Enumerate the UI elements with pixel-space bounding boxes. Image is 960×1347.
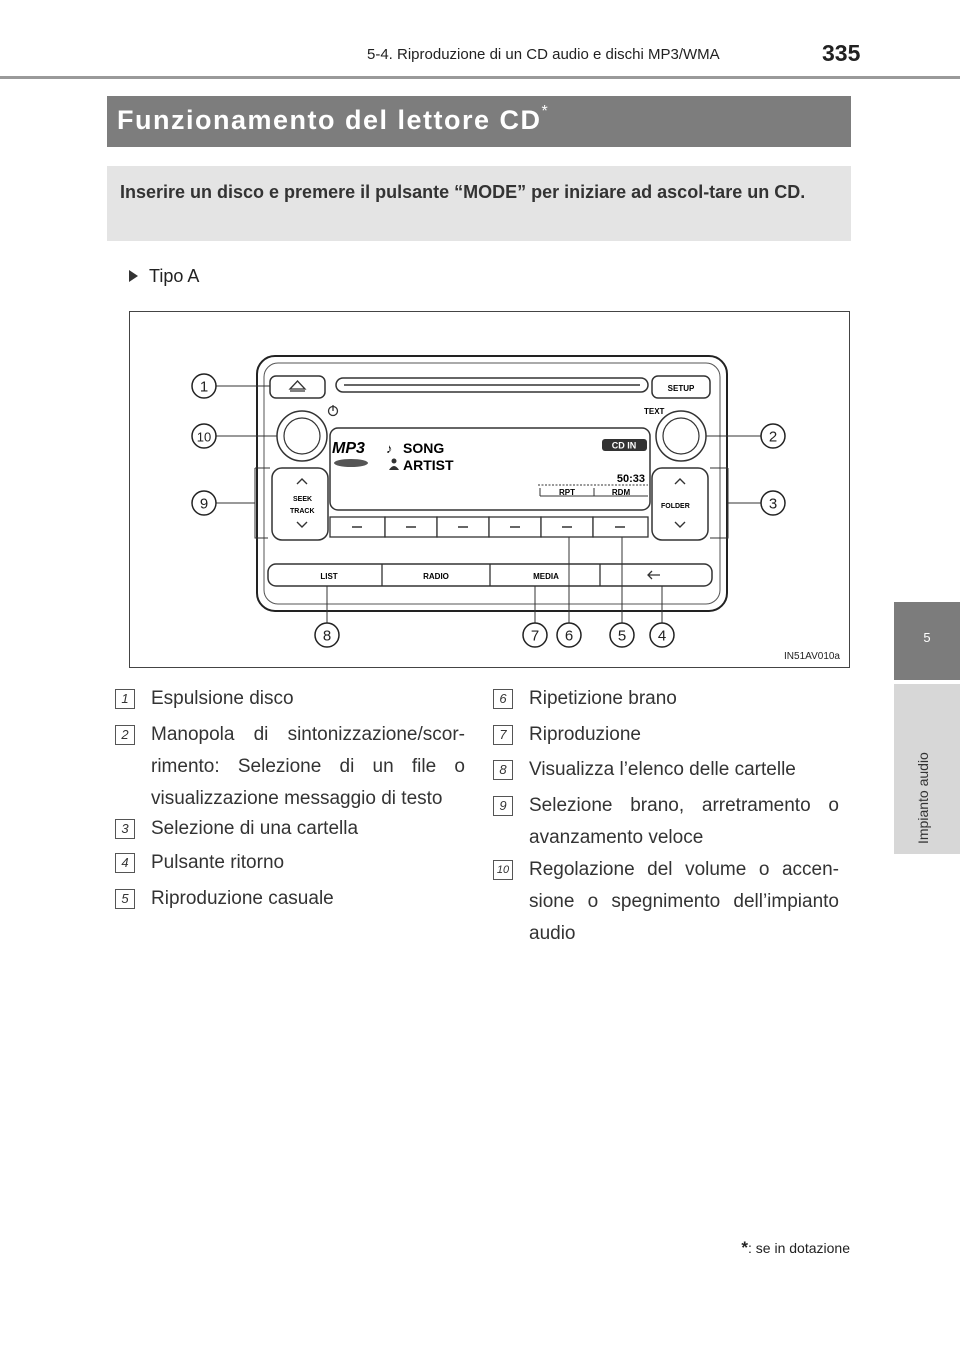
display-format: MP3 xyxy=(332,440,365,457)
callout-5: 5 xyxy=(617,627,627,645)
callout-3: 3 xyxy=(768,495,778,513)
callout-1: 1 xyxy=(199,378,209,396)
legend-text: Espulsione disco xyxy=(151,688,294,709)
legend-number: 4 xyxy=(115,853,135,873)
person-icon xyxy=(392,459,397,464)
intro-text: Inserire un disco e premere il pulsante “MODE” per iniziare ad ascol-tare un CD. xyxy=(120,182,806,202)
callout-10: 10 xyxy=(196,429,212,445)
legend-text: Regolazione del volume o accen-sione o spegnimento dell’impianto audio xyxy=(529,859,839,944)
list-button[interactable]: LIST xyxy=(320,572,338,581)
legend-text: Manopola di sintonizzazione/scor-rimento: Selezione di un file o visualizzazione messaggio di testo xyxy=(151,724,465,809)
display-song: SONG xyxy=(403,440,445,456)
page-title-text: Funzionamento del lettore CD xyxy=(117,105,542,135)
figure-code: IN51AV010a xyxy=(784,651,840,662)
chapter-label: Impianto audio xyxy=(915,752,931,844)
callout-8: 8 xyxy=(322,627,332,645)
seek-label: SEEK xyxy=(293,496,313,503)
rdm-label: RDM xyxy=(611,488,631,497)
legend-text: Pulsante ritorno xyxy=(151,852,285,873)
cd-player-illustration xyxy=(130,312,849,667)
header-rule xyxy=(0,76,960,79)
title-bar xyxy=(107,96,851,147)
intro-box xyxy=(107,166,851,241)
disc-icon xyxy=(334,459,368,467)
footnote-text: : se in dotazione xyxy=(748,1240,850,1256)
callout-9: 9 xyxy=(199,495,209,513)
legend-text: Ripetizione brano xyxy=(529,688,677,709)
music-note-icon: ♪ xyxy=(386,441,393,456)
callout-4: 4 xyxy=(657,627,667,645)
legend-number: 9 xyxy=(493,796,513,816)
seek-track-button[interactable] xyxy=(272,468,328,540)
footnote-mark: * xyxy=(741,1238,749,1257)
legend-number: 8 xyxy=(493,760,513,780)
triangle-bullet-icon xyxy=(129,270,138,282)
eject-button[interactable] xyxy=(270,376,325,398)
display-artist: ARTIST xyxy=(403,457,454,473)
type-heading xyxy=(129,266,199,287)
optional-mark: * xyxy=(541,103,550,120)
legend-text: Visualizza l’elenco delle cartelle xyxy=(529,759,796,780)
radio-button[interactable]: RADIO xyxy=(423,572,449,581)
media-button[interactable]: MEDIA xyxy=(533,572,559,581)
legend-number: 1 xyxy=(115,689,135,709)
setup-label: SETUP xyxy=(667,384,695,393)
legend-text: Selezione brano, arretramento o avanzamento veloce xyxy=(529,795,839,848)
page-number: 335 xyxy=(822,40,861,66)
legend-number: 6 xyxy=(493,689,513,709)
page-title xyxy=(117,105,549,136)
preset-buttons[interactable] xyxy=(330,517,648,537)
legend-text: Riproduzione xyxy=(529,724,641,745)
chapter-tab-label-box xyxy=(894,684,960,854)
legend-number: 5 xyxy=(115,889,135,909)
legend-number: 10 xyxy=(493,860,513,880)
chapter-number: 5 xyxy=(923,630,931,645)
legend-number: 3 xyxy=(115,819,135,839)
cd-player-figure xyxy=(129,311,850,668)
legend-text: Riproduzione casuale xyxy=(151,888,334,909)
source-label: CD IN xyxy=(611,440,637,451)
callout-6: 6 xyxy=(564,627,574,645)
footnote xyxy=(741,1238,850,1258)
display-time: 50:33 xyxy=(616,473,645,485)
legend-number: 7 xyxy=(493,725,513,745)
legend-number: 2 xyxy=(115,725,135,745)
section-heading: 5-4. Riproduzione di un CD audio e dischi MP3/WMA xyxy=(367,46,720,63)
callout-2: 2 xyxy=(768,428,778,446)
folder-label: FOLDER xyxy=(661,503,690,510)
track-label: TRACK xyxy=(290,508,315,515)
text-button-label: TEXT xyxy=(644,407,665,416)
type-heading-text: Tipo A xyxy=(149,266,200,286)
legend-text: Selezione di una cartella xyxy=(151,818,359,839)
rpt-label: RPT xyxy=(559,488,575,497)
callout-7: 7 xyxy=(530,627,540,645)
chapter-tab xyxy=(894,602,960,680)
display-screen xyxy=(330,428,650,510)
